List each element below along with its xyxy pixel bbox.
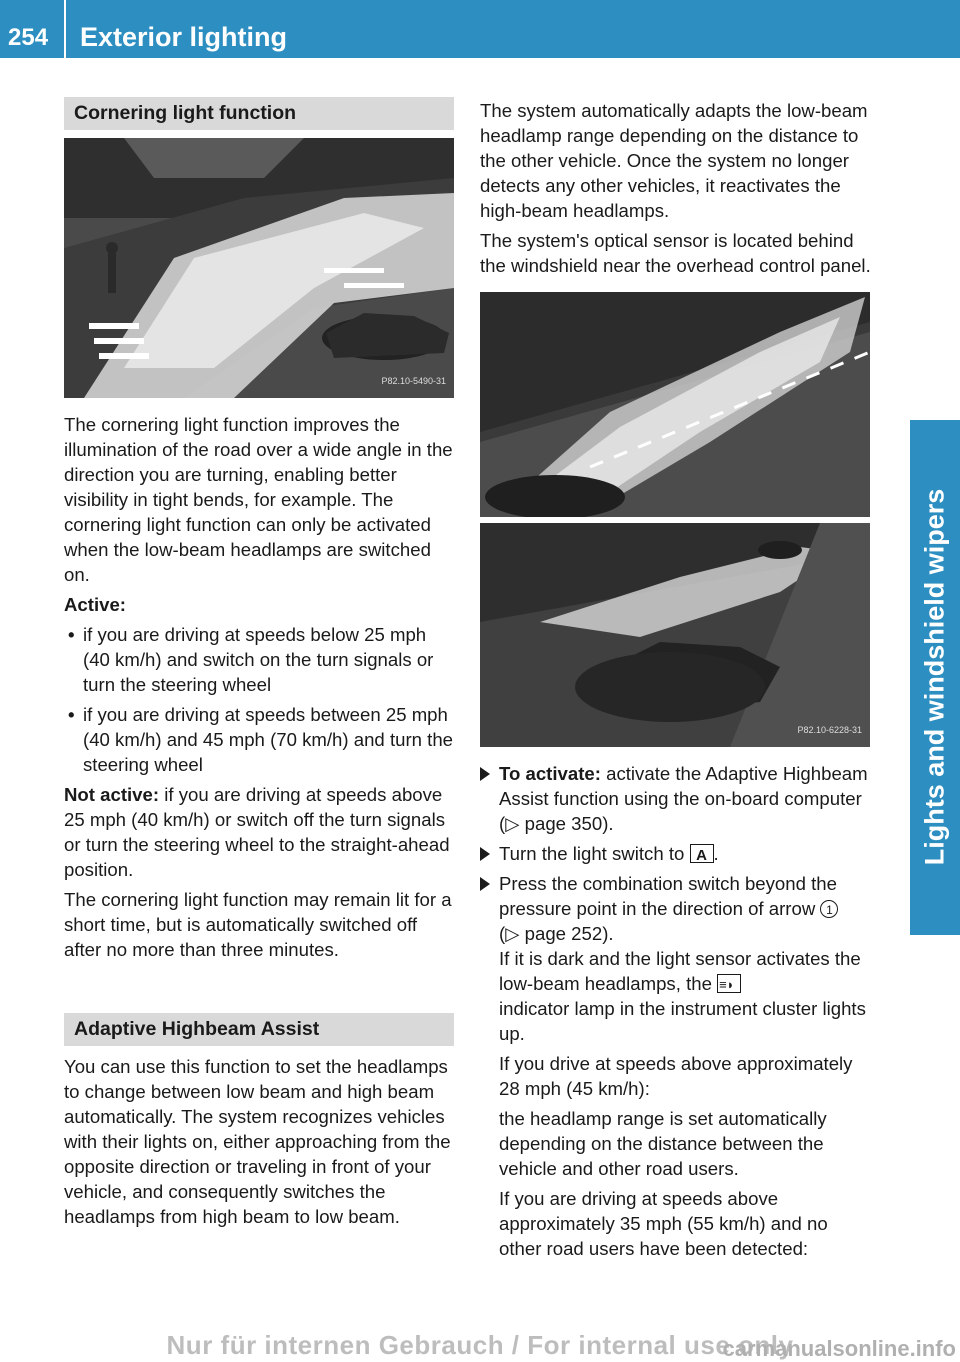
internal-use-watermark: Nur für internen Gebrauch / For internal use only <box>166 1330 794 1360</box>
step-text-end: . <box>713 843 719 864</box>
step-text: If it is dark and the light sensor activates the low-beam headlamps, the <box>499 948 861 994</box>
not-active-label: Not active: <box>64 784 160 805</box>
header-divider <box>64 0 66 58</box>
section-title-cornering: Cornering light function <box>64 97 454 130</box>
cornering-light-illustration <box>64 138 454 398</box>
page-title: Exterior lighting <box>80 22 288 52</box>
figure-code: P82.10-5490-31 <box>381 376 446 386</box>
sensor-paragraph: The system's optical sensor is located behind the windshield near the overhead control panel. <box>480 230 871 276</box>
cornering-intro: The cornering light function improves the illumination of the road over a wide angle in the direction you are turning, enabling better visibility in tight bends, for example. The cornering light function can only be activated when the low-beam headlamps are switched on. <box>64 414 453 585</box>
list-item: • if you are driving at speeds below 25 mph (40 km/h) and switch on the turn signals or turn the steering wheel <box>68 624 434 695</box>
bullet-text: if you are driving at speeds below 25 mph (40 km/h) and switch on the turn signals or turn the steering wheel <box>83 624 434 695</box>
step-arrow-icon <box>480 767 490 781</box>
list-item: • if you are driving at speeds between 25 mph (40 km/h) and 45 mph (70 km/h) and turn the steering wheel <box>68 704 453 775</box>
step-text: activate the Adaptive Highbeam Assist function using the on-board computer (▷ page 350). <box>499 763 868 834</box>
speed-35-paragraph: If you are driving at speeds above approximately 35 mph (55 km/h) and no other road users have been detected: <box>499 1188 828 1259</box>
auto-light-icon <box>690 844 714 863</box>
step-activate <box>480 761 872 836</box>
arrow-number-badge: 1 <box>820 900 838 918</box>
cornering-light-figure <box>64 138 454 398</box>
ahba-intro: You can use this function to set the headlamps to change between low beam and high beam automatically. The system recognizes vehicles with their lights on, either approaching from the opposite direction or traveling in front of your vehicle, and consequently switches the headlamps from high beam to low beam. <box>64 1056 451 1227</box>
adapt-paragraph: The system automatically adapts the low-beam headlamp range depending on the distance to the other vehicle. Once the system no longer detects any other vehicles, it reactivates the high-beam headlamps. <box>480 100 868 221</box>
remain-lit-paragraph: The cornering light function may remain lit for a short time, but is automatically switched off after no more than three minutes. <box>64 889 452 960</box>
figure-code: P82.10-6228-31 <box>797 725 862 735</box>
bullet-text: if you are driving at speeds between 25 mph (40 km/h) and 45 mph (70 km/h) and turn the steering wheel <box>83 704 453 775</box>
page-number: 254 <box>8 24 49 51</box>
step-text: indicator lamp in the instrument cluster lights up. <box>499 998 866 1044</box>
step-page-ref: (▷ page 252). <box>499 923 614 944</box>
right-column <box>480 98 872 1266</box>
active-label: Active: <box>64 594 127 615</box>
highbeam-indicator-icon <box>717 974 741 993</box>
step-light-switch <box>480 841 872 866</box>
side-tab-label: Lights and windshield wipers <box>919 488 950 866</box>
not-active-paragraph <box>64 782 454 882</box>
range-paragraph: the headlamp range is set automatically depending on the distance between the vehicle and other road users. <box>499 1108 827 1179</box>
step-text: Press the combination switch beyond the pressure point in the direction of arrow <box>499 873 837 919</box>
left-column <box>64 97 454 1234</box>
section-title-ahba: Adaptive Highbeam Assist <box>64 1013 454 1046</box>
speed-28-paragraph: If you drive at speeds above approximately 28 mph (45 km/h): <box>499 1053 853 1099</box>
site-watermark: carmanualsonline.info <box>722 1336 956 1361</box>
step-arrow-icon <box>480 877 490 891</box>
highbeam-figure <box>480 292 870 747</box>
step-text: Turn the light switch to <box>499 843 690 864</box>
step-arrow-icon <box>480 847 490 861</box>
step-label: To activate: <box>499 763 601 784</box>
not-active-text: if you are driving at speeds above 25 mph (40 km/h) or switch off the turn signals or turn the steering wheel to the straight-ahead position. <box>64 784 450 880</box>
step-combination-switch <box>480 871 872 1046</box>
highbeam-illustration <box>480 292 870 747</box>
